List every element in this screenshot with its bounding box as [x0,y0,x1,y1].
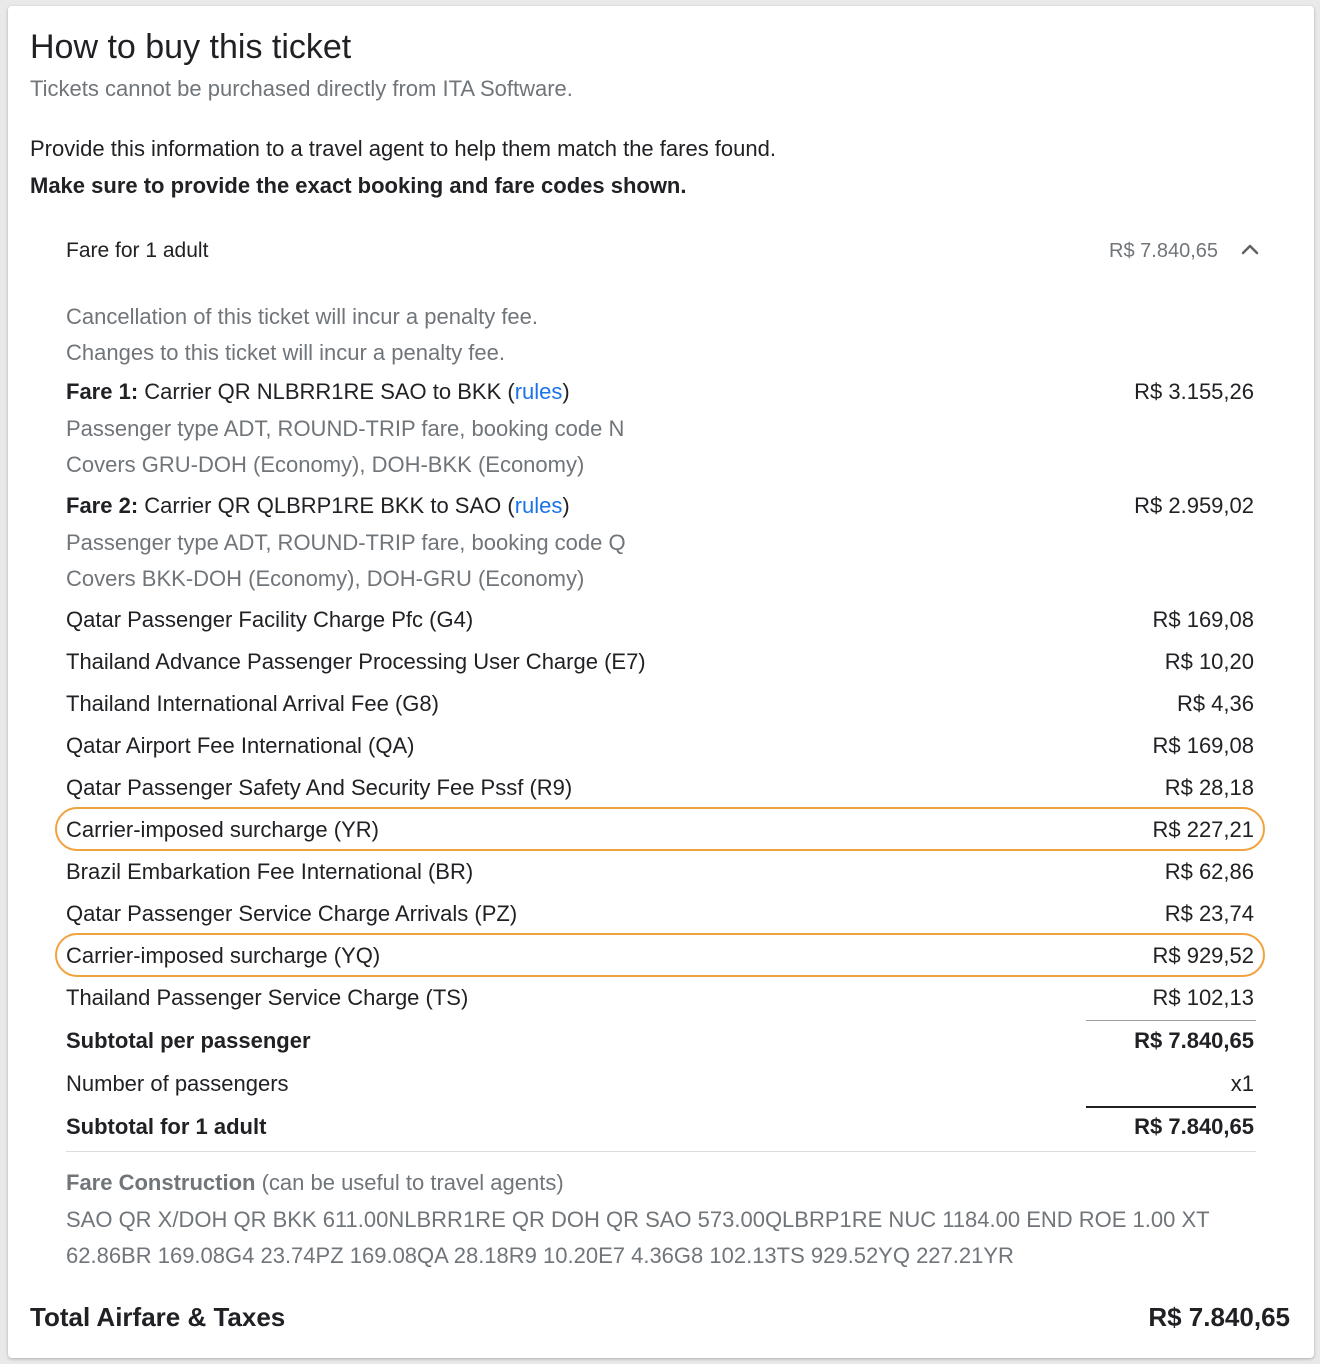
tax-row-value: R$ 102,13 [1152,985,1254,1010]
chevron-up-icon[interactable] [1238,238,1262,262]
tax-row-label-yr: Carrier-imposed surcharge (YR) [66,817,379,842]
fare-1-text: Carrier QR NLBRR1RE SAO to BKK ( [138,379,515,404]
fare-1-detail-covers: Covers GRU-DOH (Economy), DOH-BKK (Economy) [66,452,585,477]
fare-2-suffix: ) [562,493,570,518]
tax-row-label: Thailand International Arrival Fee (G8) [66,691,439,716]
fare-2-rules-link[interactable]: rules [514,493,563,518]
tax-row-value: R$ 10,20 [1164,649,1254,674]
fare-2-text: Carrier QR QLBRP1RE BKK to SAO ( [138,493,515,518]
fare-1-rules-link[interactable]: rules [514,379,563,404]
fare-1-detail-passenger: Passenger type ADT, ROUND-TRIP fare, booking code N [66,416,625,441]
fare-1-suffix: ) [562,379,570,404]
tax-row-value: R$ 169,08 [1152,733,1254,758]
fare-2-prefix: Fare 2: [66,493,139,518]
fare-2-line [66,493,570,519]
fare-construction-line-2: 62.86BR 169.08G4 23.74PZ 169.08QA 28.18R9 10.20E7 4.36G8 102.13TS 929.52YQ 227.21YR [66,1243,1014,1268]
fare-section-price: R$ 7.840,65 [1109,240,1218,262]
page-title: How to buy this ticket [30,28,352,66]
tax-row-value-yr: R$ 227,21 [1152,817,1254,842]
tax-row-label: Qatar Passenger Safety And Security Fee Pssf (R9) [66,775,573,800]
fare-2-detail-covers: Covers BKK-DOH (Economy), DOH-GRU (Economy) [66,566,585,591]
total-label: Total Airfare & Taxes [30,1302,286,1332]
tax-row-label: Qatar Passenger Facility Charge Pfc (G4) [66,607,474,632]
tax-row-label: Brazil Embarkation Fee International (BR) [66,859,474,884]
total-divider [1086,1106,1256,1108]
fare-construction-line-1: SAO QR X/DOH QR BKK 611.00NLBRR1RE QR DOH QR SAO 573.00QLBRP1RE NUC 1184.00 END ROE 1.00 XT [66,1207,1210,1232]
total-value: R$ 7.840,65 [1148,1302,1290,1332]
fare-1-line [66,379,570,405]
tax-row-value: R$ 23,74 [1164,901,1254,926]
fare-1-price: R$ 3.155,26 [1134,379,1254,404]
tax-row-value: R$ 169,08 [1152,607,1254,632]
page-subtitle: Tickets cannot be purchased directly from ITA Software. [30,76,573,101]
intro-bold-text: Make sure to provide the exact booking and fare codes shown. [30,173,687,198]
changes-note: Changes to this ticket will incur a penalty fee. [66,340,506,365]
tax-row-value: R$ 62,86 [1164,859,1254,884]
subtotal-per-passenger-label: Subtotal per passenger [66,1028,311,1053]
tax-row-label: Thailand Advance Passenger Processing User Charge (E7) [66,649,646,674]
fare-construction-title: Fare Construction [66,1170,256,1195]
subtotal-adult-value: R$ 7.840,65 [1134,1114,1254,1139]
fare-construction-note: (can be useful to travel agents) [255,1170,564,1195]
intro-text: Provide this information to a travel agent to help them match the fares found. [30,136,776,161]
tax-row-value: R$ 4,36 [1176,691,1254,716]
fare-section-label[interactable]: Fare for 1 adult [66,239,209,262]
tax-row-value-yq: R$ 929,52 [1152,943,1254,968]
subtotal-adult-label: Subtotal for 1 adult [66,1114,267,1139]
fare-2-detail-passenger: Passenger type ADT, ROUND-TRIP fare, booking code Q [66,530,626,555]
fare-construction-heading [66,1170,564,1196]
tax-row-label: Thailand Passenger Service Charge (TS) [66,985,469,1010]
num-passengers-label: Number of passengers [66,1071,289,1096]
tax-row-label-yq: Carrier-imposed surcharge (YQ) [66,943,381,968]
tax-row-label: Qatar Airport Fee International (QA) [66,733,415,758]
subtotal-per-passenger-value: R$ 7.840,65 [1134,1028,1254,1053]
section-divider [66,1151,1256,1152]
tax-row-label: Qatar Passenger Service Charge Arrivals (PZ) [66,901,518,926]
tax-row-value: R$ 28,18 [1164,775,1254,800]
num-passengers-value: x1 [1230,1071,1254,1096]
fare-1-prefix: Fare 1: [66,379,139,404]
cancellation-note: Cancellation of this ticket will incur a penalty fee. [66,304,539,329]
subtotal-divider [1086,1020,1256,1021]
ticket-card [8,6,1314,1358]
fare-2-price: R$ 2.959,02 [1134,493,1254,518]
